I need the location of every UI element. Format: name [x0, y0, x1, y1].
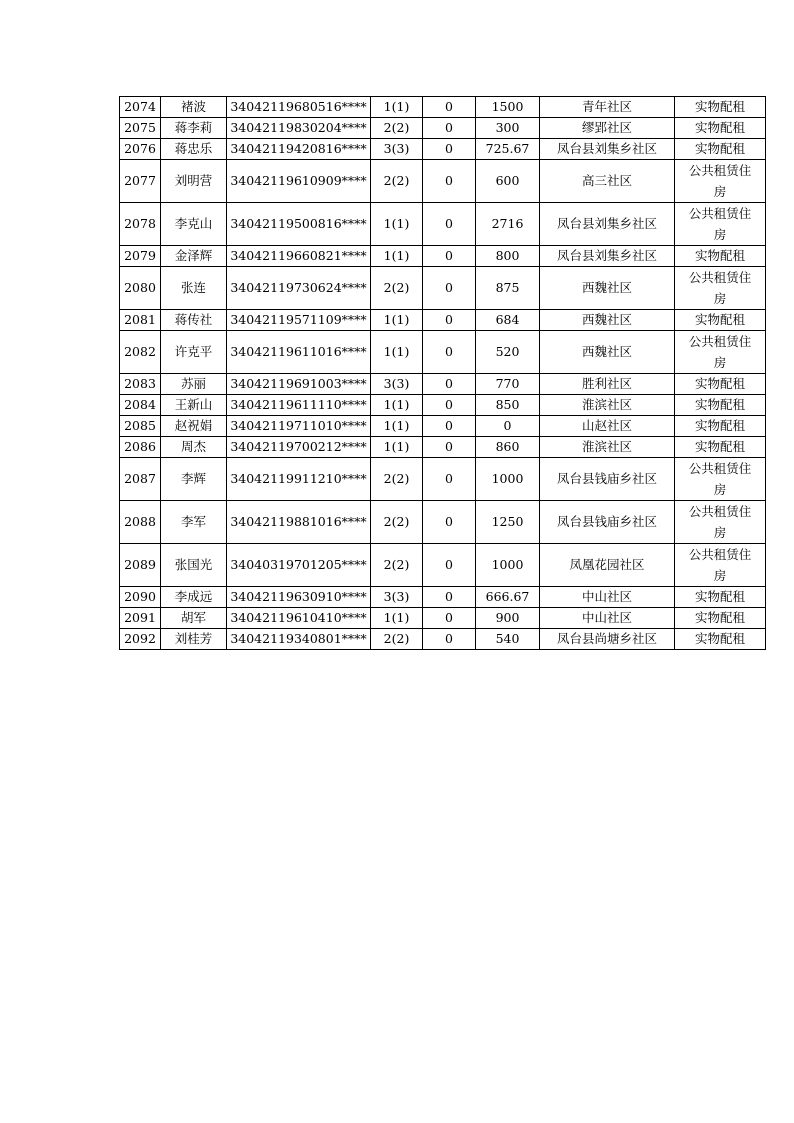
- applicant-name: 刘明营: [161, 160, 227, 203]
- household-size: 1(1): [371, 608, 423, 629]
- amount: 850: [476, 395, 540, 416]
- row-number: 2092: [120, 629, 161, 650]
- allocation-type: 实物配租: [675, 437, 766, 458]
- applicant-name: 李军: [161, 501, 227, 544]
- community: 青年社区: [540, 97, 675, 118]
- household-size: 1(1): [371, 203, 423, 246]
- row-number: 2078: [120, 203, 161, 246]
- household-size: 1(1): [371, 97, 423, 118]
- applicant-name: 周杰: [161, 437, 227, 458]
- applicant-name: 赵祝娟: [161, 416, 227, 437]
- table-row: [120, 139, 766, 160]
- household-size: 1(1): [371, 437, 423, 458]
- community: 西魏社区: [540, 267, 675, 310]
- zero-value: 0: [423, 246, 476, 267]
- id-number: 34042119610909****: [227, 160, 371, 203]
- zero-value: 0: [423, 544, 476, 587]
- household-size: 2(2): [371, 629, 423, 650]
- amount: 725.67: [476, 139, 540, 160]
- table-row: [120, 608, 766, 629]
- table-row: [120, 629, 766, 650]
- community: 凤台县尚塘乡社区: [540, 629, 675, 650]
- id-number: 34042119700212****: [227, 437, 371, 458]
- id-number: 34042119611110****: [227, 395, 371, 416]
- community: 凤台县刘集乡社区: [540, 246, 675, 267]
- housing-allocation-table: [119, 96, 766, 650]
- household-size: 3(3): [371, 139, 423, 160]
- zero-value: 0: [423, 160, 476, 203]
- community: 淮滨社区: [540, 437, 675, 458]
- applicant-name: 蒋传社: [161, 310, 227, 331]
- zero-value: 0: [423, 203, 476, 246]
- zero-value: 0: [423, 139, 476, 160]
- id-number: 34042119630910****: [227, 587, 371, 608]
- community: 凤台县刘集乡社区: [540, 203, 675, 246]
- table-row: [120, 97, 766, 118]
- table-row: [120, 416, 766, 437]
- id-number: 34042119340801****: [227, 629, 371, 650]
- community: 缪郢社区: [540, 118, 675, 139]
- table-row: [120, 118, 766, 139]
- amount: 2716: [476, 203, 540, 246]
- amount: 520: [476, 331, 540, 374]
- applicant-name: 张国光: [161, 544, 227, 587]
- id-number: 34042119611016****: [227, 331, 371, 374]
- zero-value: 0: [423, 416, 476, 437]
- amount: 666.67: [476, 587, 540, 608]
- id-number: 34042119830204****: [227, 118, 371, 139]
- table-row: [120, 587, 766, 608]
- household-size: 3(3): [371, 374, 423, 395]
- row-number: 2087: [120, 458, 161, 501]
- household-size: 1(1): [371, 395, 423, 416]
- table-row: [120, 267, 766, 310]
- allocation-type: 公共租赁住房: [675, 203, 766, 246]
- community: 西魏社区: [540, 310, 675, 331]
- household-size: 2(2): [371, 160, 423, 203]
- zero-value: 0: [423, 587, 476, 608]
- applicant-name: 金泽辉: [161, 246, 227, 267]
- id-number: 34042119500816****: [227, 203, 371, 246]
- row-number: 2091: [120, 608, 161, 629]
- household-size: 2(2): [371, 544, 423, 587]
- zero-value: 0: [423, 331, 476, 374]
- applicant-name: 蒋忠乐: [161, 139, 227, 160]
- allocation-type: 实物配租: [675, 374, 766, 395]
- community: 高三社区: [540, 160, 675, 203]
- allocation-type: 实物配租: [675, 139, 766, 160]
- household-size: 2(2): [371, 501, 423, 544]
- amount: 600: [476, 160, 540, 203]
- household-size: 2(2): [371, 267, 423, 310]
- allocation-type: 实物配租: [675, 97, 766, 118]
- allocation-type: 实物配租: [675, 310, 766, 331]
- community: 凤台县钱庙乡社区: [540, 458, 675, 501]
- table-row: [120, 331, 766, 374]
- table-row: [120, 374, 766, 395]
- table-row: [120, 203, 766, 246]
- community: 中山社区: [540, 587, 675, 608]
- community: 中山社区: [540, 608, 675, 629]
- row-number: 2085: [120, 416, 161, 437]
- amount: 300: [476, 118, 540, 139]
- zero-value: 0: [423, 501, 476, 544]
- allocation-type: 实物配租: [675, 608, 766, 629]
- allocation-type: 公共租赁住房: [675, 544, 766, 587]
- applicant-name: 苏丽: [161, 374, 227, 395]
- row-number: 2080: [120, 267, 161, 310]
- table-row: [120, 310, 766, 331]
- table-row: [120, 246, 766, 267]
- row-number: 2090: [120, 587, 161, 608]
- applicant-name: 胡军: [161, 608, 227, 629]
- amount: 900: [476, 608, 540, 629]
- amount: 0: [476, 416, 540, 437]
- row-number: 2081: [120, 310, 161, 331]
- applicant-name: 蒋李莉: [161, 118, 227, 139]
- row-number: 2083: [120, 374, 161, 395]
- id-number: 34042119711010****: [227, 416, 371, 437]
- row-number: 2077: [120, 160, 161, 203]
- row-number: 2076: [120, 139, 161, 160]
- household-size: 1(1): [371, 416, 423, 437]
- row-number: 2075: [120, 118, 161, 139]
- applicant-name: 褚波: [161, 97, 227, 118]
- zero-value: 0: [423, 629, 476, 650]
- allocation-type: 实物配租: [675, 395, 766, 416]
- row-number: 2089: [120, 544, 161, 587]
- allocation-type: 公共租赁住房: [675, 458, 766, 501]
- allocation-type: 公共租赁住房: [675, 331, 766, 374]
- community: 凤台县钱庙乡社区: [540, 501, 675, 544]
- applicant-name: 李成远: [161, 587, 227, 608]
- id-number: 34042119911210****: [227, 458, 371, 501]
- table-row: [120, 395, 766, 416]
- community: 凤台县刘集乡社区: [540, 139, 675, 160]
- amount: 770: [476, 374, 540, 395]
- row-number: 2084: [120, 395, 161, 416]
- applicant-name: 李克山: [161, 203, 227, 246]
- allocation-type: 公共租赁住房: [675, 160, 766, 203]
- amount: 875: [476, 267, 540, 310]
- table-row: [120, 458, 766, 501]
- row-number: 2086: [120, 437, 161, 458]
- zero-value: 0: [423, 267, 476, 310]
- applicant-name: 李辉: [161, 458, 227, 501]
- community: 淮滨社区: [540, 395, 675, 416]
- zero-value: 0: [423, 374, 476, 395]
- row-number: 2074: [120, 97, 161, 118]
- amount: 1000: [476, 544, 540, 587]
- allocation-type: 实物配租: [675, 587, 766, 608]
- applicant-name: 刘桂芳: [161, 629, 227, 650]
- household-size: 1(1): [371, 331, 423, 374]
- household-size: 2(2): [371, 458, 423, 501]
- allocation-type: 公共租赁住房: [675, 267, 766, 310]
- allocation-type: 实物配租: [675, 118, 766, 139]
- applicant-name: 许克平: [161, 331, 227, 374]
- household-size: 1(1): [371, 310, 423, 331]
- household-size: 1(1): [371, 246, 423, 267]
- row-number: 2079: [120, 246, 161, 267]
- allocation-type: 实物配租: [675, 246, 766, 267]
- amount: 1500: [476, 97, 540, 118]
- zero-value: 0: [423, 97, 476, 118]
- community: 西魏社区: [540, 331, 675, 374]
- community: 胜利社区: [540, 374, 675, 395]
- table-row: [120, 437, 766, 458]
- amount: 1250: [476, 501, 540, 544]
- id-number: 34042119420816****: [227, 139, 371, 160]
- id-number: 34042119730624****: [227, 267, 371, 310]
- household-size: 2(2): [371, 118, 423, 139]
- applicant-name: 王新山: [161, 395, 227, 416]
- zero-value: 0: [423, 458, 476, 501]
- zero-value: 0: [423, 310, 476, 331]
- id-number: 34042119610410****: [227, 608, 371, 629]
- zero-value: 0: [423, 437, 476, 458]
- id-number: 34040319701205****: [227, 544, 371, 587]
- zero-value: 0: [423, 395, 476, 416]
- id-number: 34042119571109****: [227, 310, 371, 331]
- household-size: 3(3): [371, 587, 423, 608]
- table-row: [120, 544, 766, 587]
- id-number: 34042119660821****: [227, 246, 371, 267]
- community: 凤凰花园社区: [540, 544, 675, 587]
- table-row: [120, 160, 766, 203]
- community: 山赵社区: [540, 416, 675, 437]
- row-number: 2088: [120, 501, 161, 544]
- zero-value: 0: [423, 118, 476, 139]
- amount: 800: [476, 246, 540, 267]
- amount: 684: [476, 310, 540, 331]
- zero-value: 0: [423, 608, 476, 629]
- amount: 860: [476, 437, 540, 458]
- table-row: [120, 501, 766, 544]
- row-number: 2082: [120, 331, 161, 374]
- id-number: 34042119881016****: [227, 501, 371, 544]
- allocation-type: 实物配租: [675, 416, 766, 437]
- amount: 1000: [476, 458, 540, 501]
- id-number: 34042119691003****: [227, 374, 371, 395]
- applicant-name: 张连: [161, 267, 227, 310]
- amount: 540: [476, 629, 540, 650]
- allocation-type: 实物配租: [675, 629, 766, 650]
- allocation-type: 公共租赁住房: [675, 501, 766, 544]
- id-number: 34042119680516****: [227, 97, 371, 118]
